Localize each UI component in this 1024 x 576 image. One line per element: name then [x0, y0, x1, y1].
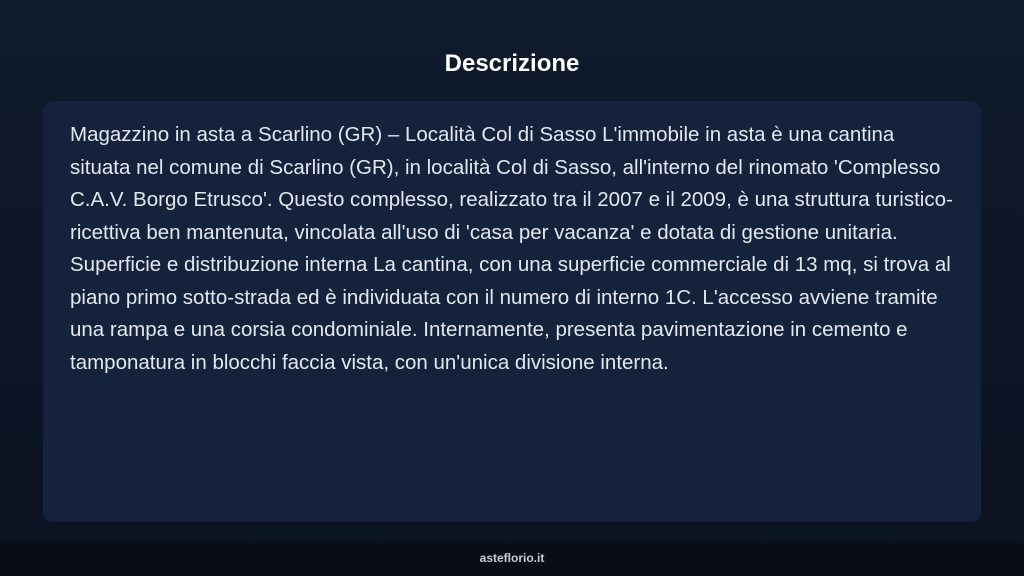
description-card	[43, 101, 981, 522]
site-name: asteflorio.it	[479, 551, 545, 565]
footer-bar	[0, 543, 1024, 576]
section-title: Descrizione	[444, 50, 580, 77]
description-text: Magazzino in asta a Scarlino (GR) – Località Col di Sasso L'immobile in asta è una cantina situata nel comune di Scarlino (GR), in località Col di Sasso, all'interno del rinomato 'Complesso C.A.V. Borgo Etrusco'. Questo complesso, realizzato tra il 2007 e il 2009, è una struttura turistico-ricettiva ben mantenuta, vincolata all'uso di 'casa per vacanza' e dotata di gestione unitaria. Superficie e distribuzione interna La cantina, con una superficie commerciale di 13 mq, si trova al piano primo sotto-strada ed è individuata con il numero di interno 1C. L'accesso avviene tramite una rampa e una corsia condominiale. Internamente, presenta pavimentazione in cemento e tamponatura in blocchi faccia vista, con un'unica divisione interna.	[70, 123, 953, 374]
